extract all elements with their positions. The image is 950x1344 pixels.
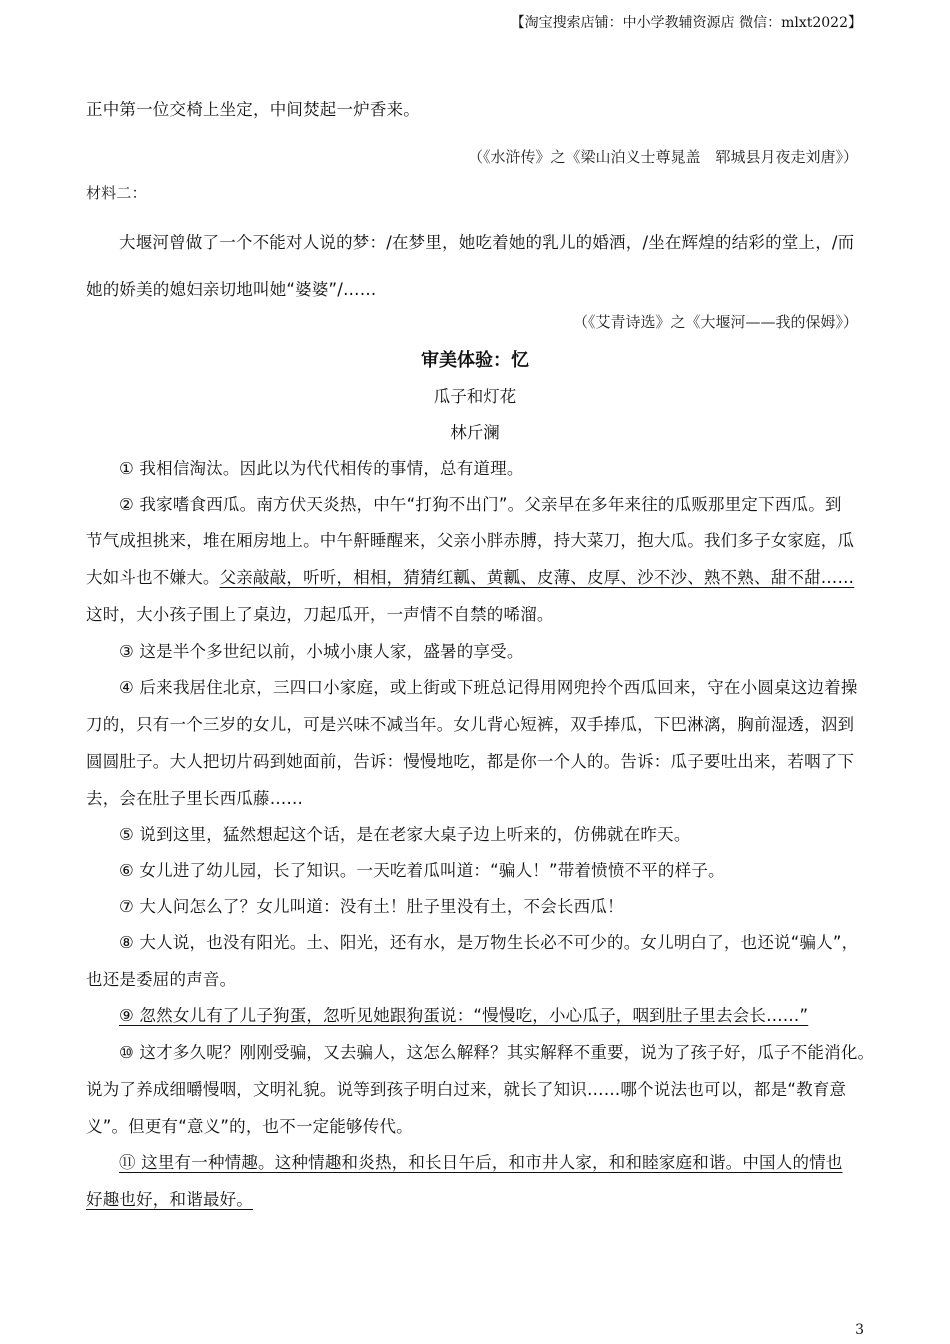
- paragraph-11-line-2-underlined: 好趣也好，和谐最好。: [86, 1190, 253, 1209]
- material2-label: 材料二：: [86, 184, 147, 202]
- paragraph-8-line-1: ⑧ 大人说，也没有阳光。土、阳光，还有水，是万物生长必不可少的。女儿明白了，也还说“骗人”，: [119, 933, 859, 952]
- paragraph-1: ① 我相信淘汰。因此以为代代相传的事情，总有道理。: [119, 459, 524, 478]
- section-title: 审美体验：忆: [421, 350, 529, 371]
- paragraph-9-underlined: ⑨ 忽然女儿有了儿子狗蛋，忽听见她跟狗蛋说：“慢慢吃，小心瓜子，咽到肚子里去会长……”: [119, 1006, 809, 1025]
- material1-source: （《水浒传》之《梁山泊义士尊晁盖 郓城县月夜走刘唐》）: [467, 148, 858, 166]
- page-number: 3: [855, 1322, 864, 1338]
- paragraph-3: ③ 这是半个多世纪以前，小城小康人家，盛暑的享受。: [119, 642, 524, 661]
- page-header: 【淘宝搜索店铺：中小学教辅资源店 微信：mlxt2022】: [510, 15, 862, 31]
- essay-title: 瓜子和灯花: [433, 387, 517, 406]
- paragraph-2-underlined-sentence: 父亲敲敲，听听，相相，猜猜红瓤、黄瓤、皮薄、皮厚、沙不沙、熟不熟、甜不甜……: [219, 568, 855, 587]
- paragraph-10-line-3: 义”。但更有“意义”的，也不一定能够传代。: [86, 1117, 413, 1136]
- paragraph-2-line-4: 这时，大小孩子围上了桌边，刀起瓜开，一声情不自禁的唏溜。: [86, 605, 554, 624]
- essay-author: 林斤澜: [450, 423, 500, 442]
- paragraph-7: ⑦ 大人问怎么了？女儿叫道：没有土！肚子里没有土，不会长西瓜！: [119, 897, 624, 916]
- paragraph-11-line-1-underlined: ⑪ 这里有一种情趣。这种情趣和炎热，和长日午后，和市井人家，和和睦家庭和谐。中国人的情也: [119, 1153, 843, 1172]
- paragraph-6: ⑥ 女儿进了幼儿园，长了知识。一天吃着瓜叫道：“骗人！”带着愤愤不平的样子。: [119, 861, 725, 880]
- paragraph-2-line-1: ② 我家嗜食西瓜。南方伏天炎热，中午“打狗不出门”。父亲早在多年来往的瓜贩那里定下西瓜。到: [119, 495, 842, 514]
- paragraph-10-line-1: ⑩ 这才多久呢？刚刚受骗，又去骗人，这怎么解释？其实解释不重要，说为了孩子好，瓜子不能消化。: [119, 1043, 875, 1062]
- paragraph-5: ⑤ 说到这里，猛然想起这个话，是在老家大桌子边上听来的，仿佛就在昨天。: [119, 825, 691, 844]
- paragraph-4-line-4: 去，会在肚子里长西瓜藤……: [86, 789, 304, 808]
- paragraph-2-line-3-plain: 大如斗也不嫌大。: [86, 568, 220, 587]
- material2-source: （《艾青诗选》之《大堰河——我的保姆》）: [572, 313, 858, 331]
- paragraph-4-line-2: 刀的，只有一个三岁的女儿，可是兴味不减当年。女儿背心短裤，双手捧瓜，下巴淋漓，胸前湿透，泅到: [86, 715, 855, 734]
- paragraph-2-line-2: 节气成担挑来，堆在厢房地上。中午鼾睡醒来，父亲小胖赤膊，持大菜刀，抱大瓜。我们多子女家庭，瓜: [86, 531, 855, 550]
- material2-line-2: 她的娇美的媳妇亲切地叫她“婆婆”/……: [86, 280, 377, 299]
- paragraph-2-line-3: [86, 564, 854, 588]
- paragraph-4-line-1: ④ 后来我居住北京，三四口小家庭，或上街或下班总记得用网兜拎个西瓜回来，守在小圆桌这边着操: [119, 678, 858, 697]
- material1-tail: 正中第一位交椅上坐定，中间焚起一炉香来。: [86, 100, 420, 119]
- material2-line-1: 大堰河曾做了一个不能对人说的梦：/在梦里，她吃着她的乳儿的婚酒，/坐在辉煌的结彩的堂上，/而: [119, 233, 855, 252]
- paragraph-4-line-3: 圆圆肚子。大人把切片码到她面前，告诉：慢慢地吃，都是你一个人的。告诉：瓜子要吐出来，若咽了下: [86, 752, 855, 771]
- paragraph-10-line-2: 说为了养成细嚼慢咽，文明礼貌。说等到孩子明白过来，就长了知识……哪个说法也可以，都是“教育意: [86, 1080, 847, 1099]
- paragraph-8-line-2: 也还是委屈的声音。: [86, 970, 237, 989]
